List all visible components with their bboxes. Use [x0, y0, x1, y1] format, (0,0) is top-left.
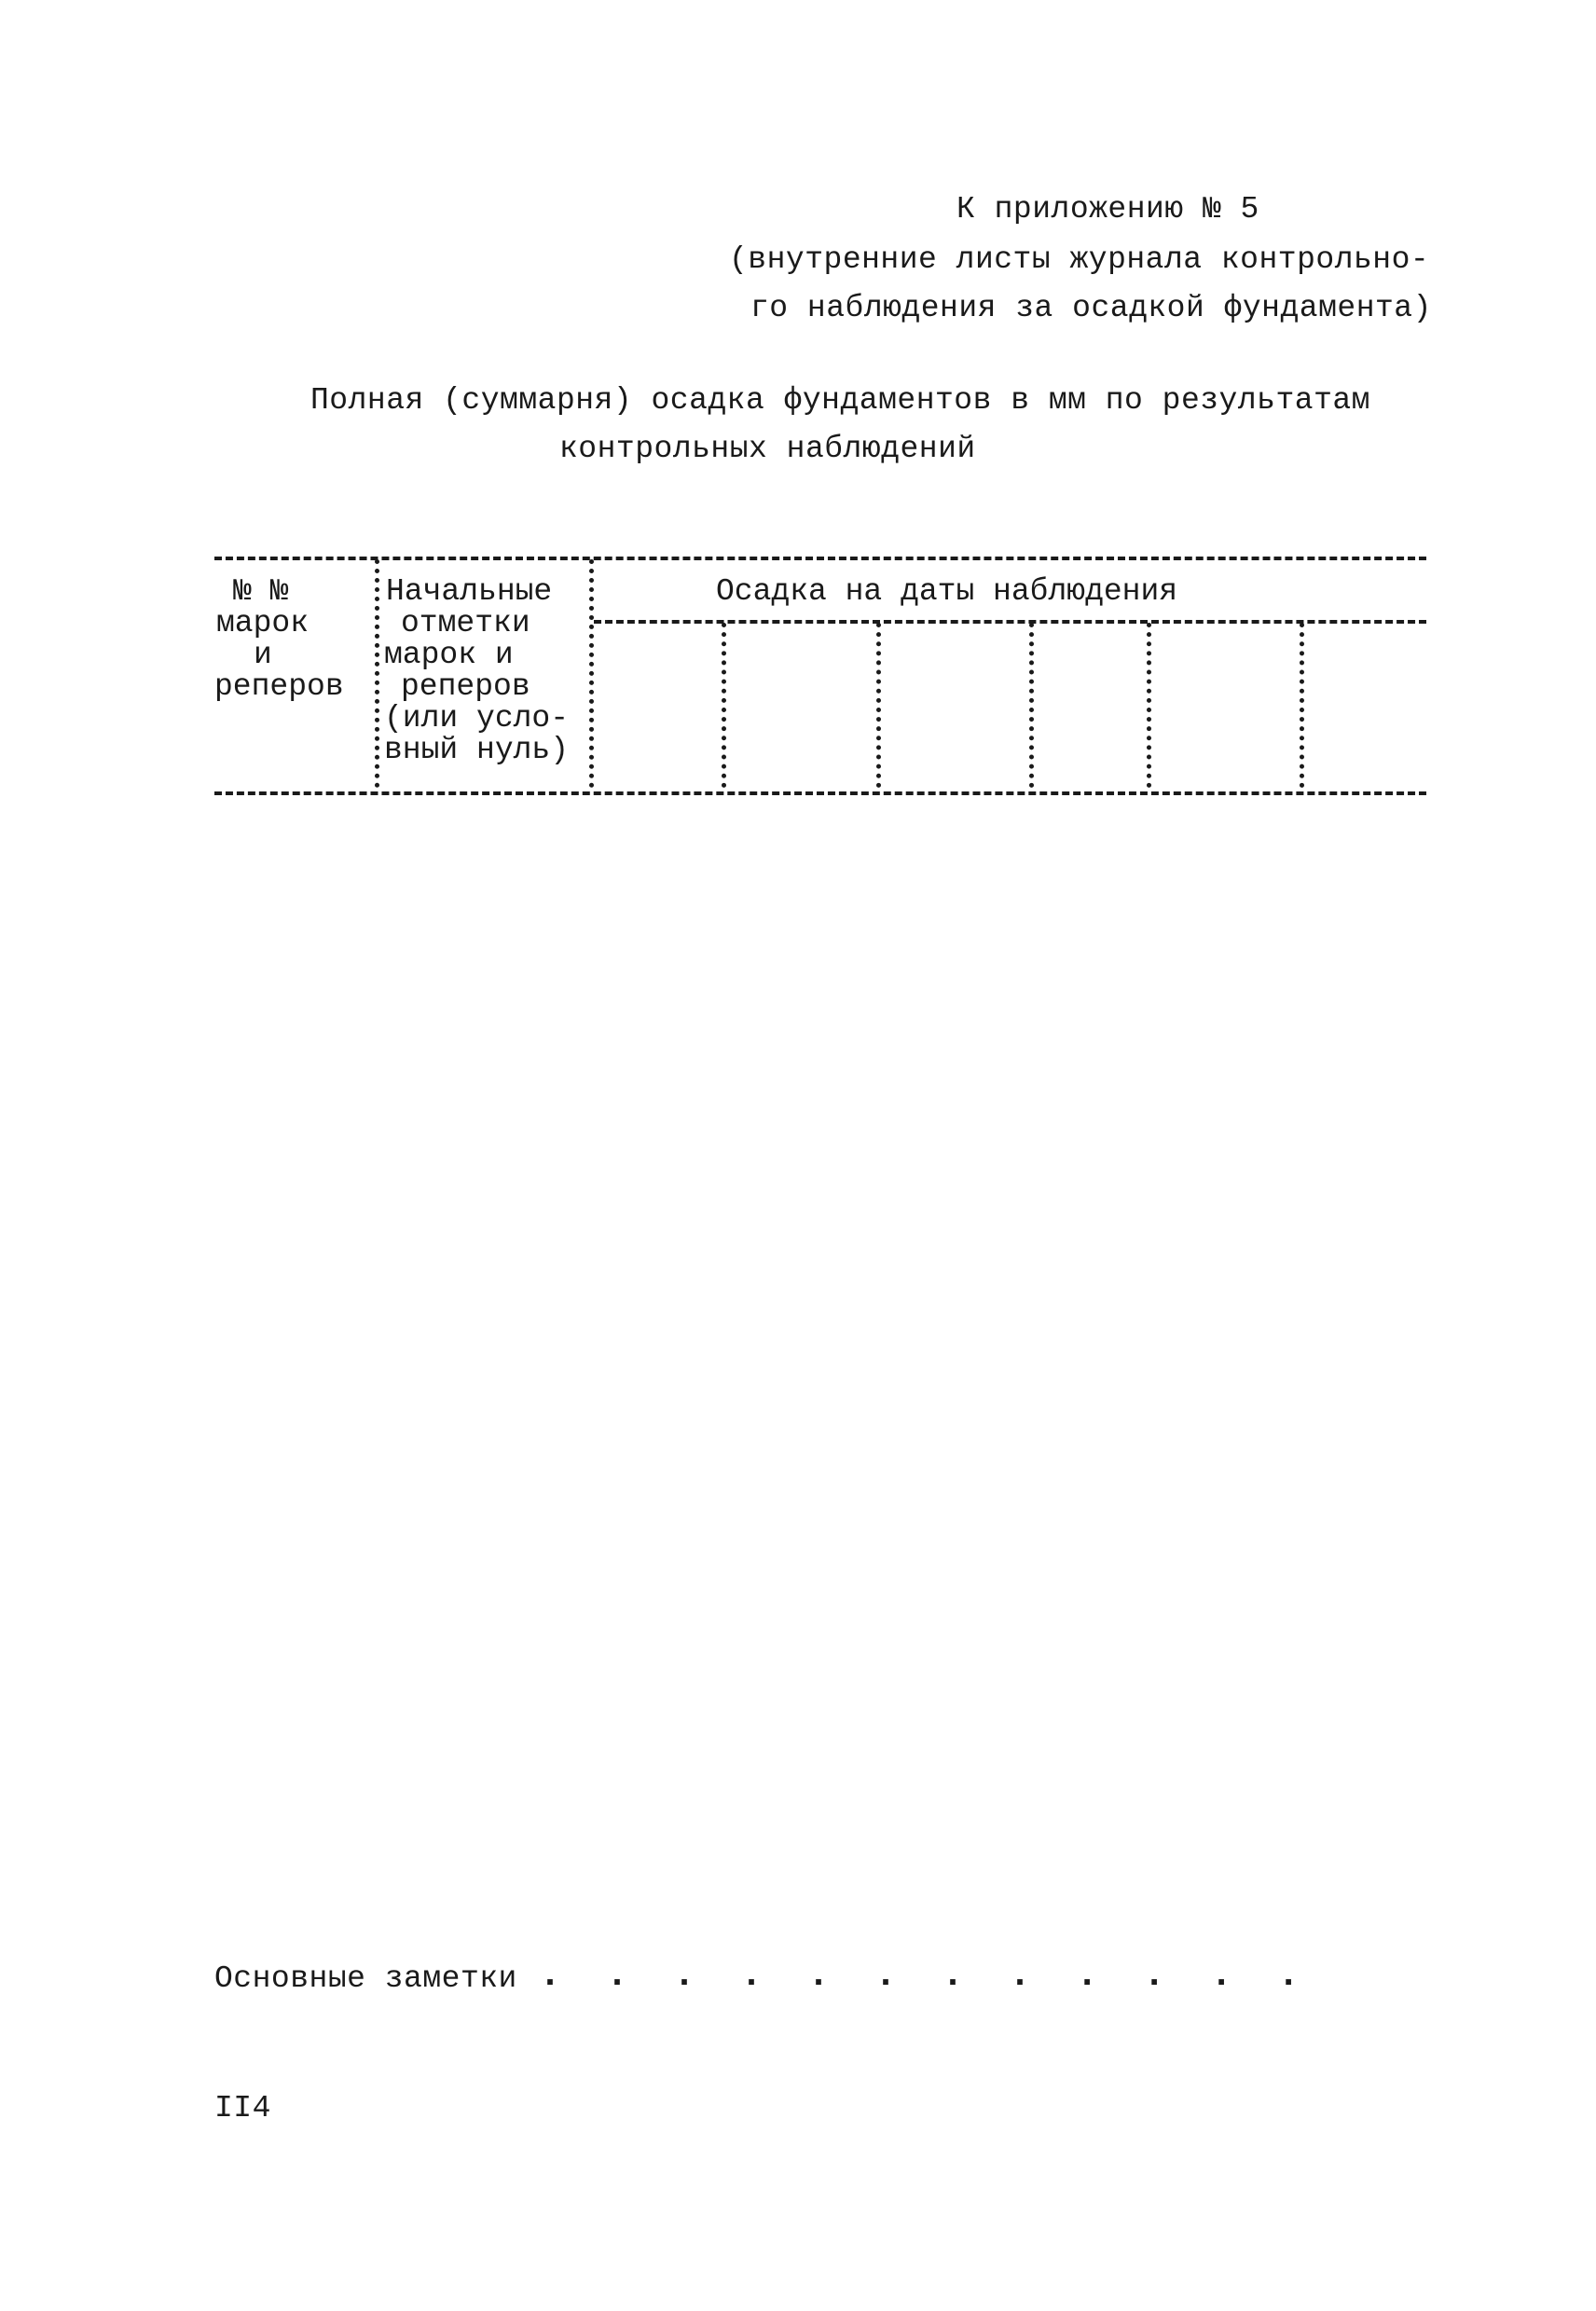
header-marks-line1: № №	[233, 574, 289, 609]
column-divider-6	[1147, 623, 1151, 788]
column-divider-3	[722, 623, 726, 788]
appendix-ref-line1: К приложению № 5	[956, 192, 1259, 227]
column-divider-5	[1029, 623, 1034, 788]
appendix-ref-line2: (внутренние листы журнала контрольно-	[729, 242, 1430, 277]
table-title-line2: контрольных наблюдений	[559, 432, 976, 466]
notes-label: Основные заметки	[214, 1961, 517, 1996]
appendix-ref-line3: го наблюдения за осадкой фундамента)	[750, 291, 1432, 325]
header-initial-line2: отметки	[401, 606, 530, 640]
header-initial-line1: Начальные	[386, 574, 553, 609]
column-divider-2	[589, 559, 594, 788]
header-initial-line3: марок и	[384, 638, 514, 672]
header-settlement-dates: Осадка на даты наблюдения	[716, 574, 1178, 609]
header-initial-line6: вный нуль)	[384, 733, 570, 767]
column-divider-1	[375, 559, 379, 788]
column-divider-4	[876, 623, 881, 788]
header-initial-line4: реперов	[401, 669, 530, 704]
table-title-line1: Полная (суммарня) осадка фундаментов в мм по результатам	[310, 383, 1370, 418]
table-bottom-rule	[214, 791, 1426, 795]
header-marks-line2: марок	[216, 606, 310, 640]
page-number: II4	[214, 2091, 271, 2125]
header-marks-line3: и	[254, 638, 272, 672]
table-top-rule	[214, 557, 1426, 560]
header-initial-line5: (или усло-	[384, 701, 570, 736]
column-divider-7	[1300, 623, 1304, 788]
notes-dot-leader: . . . . . . . . . . . .	[539, 1955, 1312, 1997]
header-marks-line4: реперов	[214, 669, 344, 704]
